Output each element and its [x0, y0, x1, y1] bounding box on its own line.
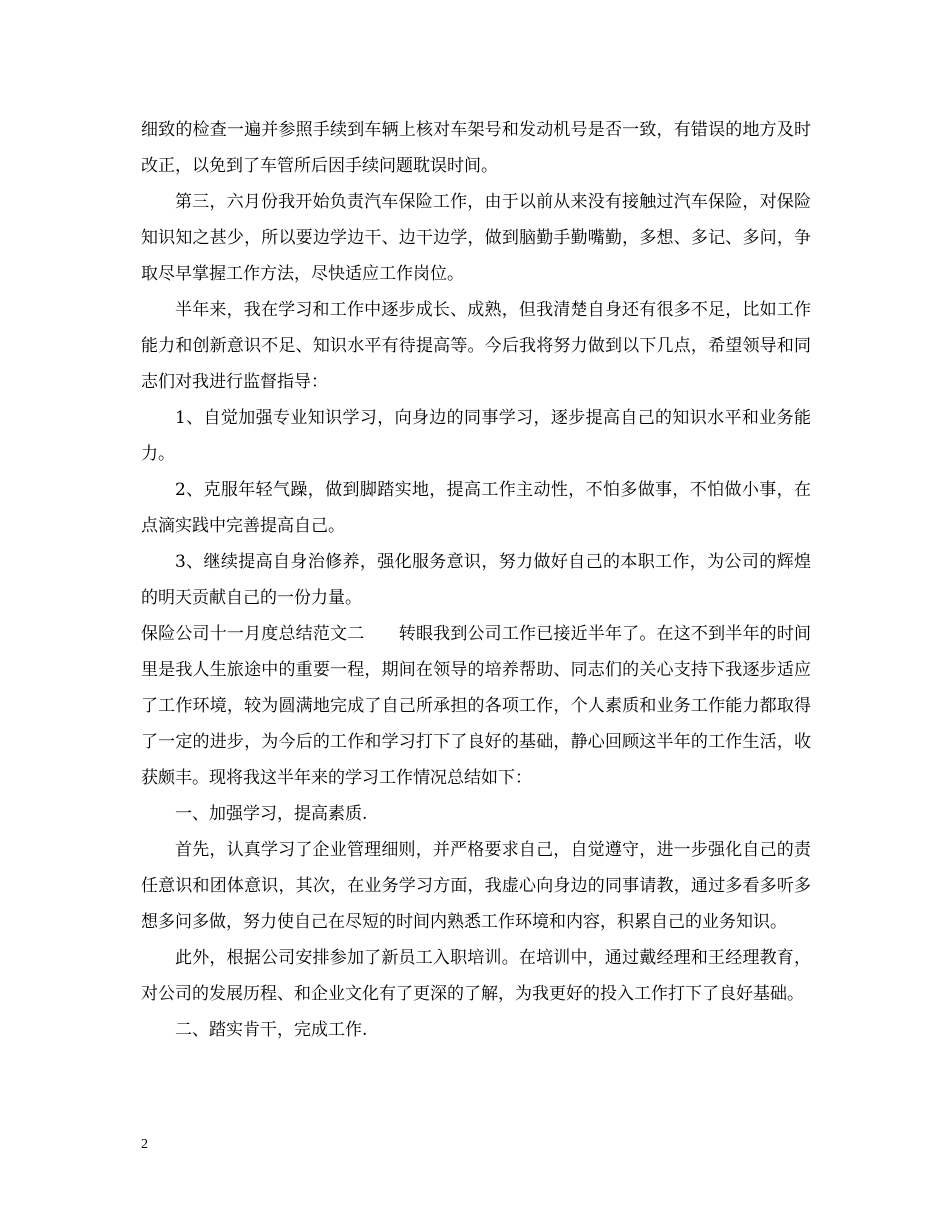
paragraph-6: 3、继续提高自身治修养，强化服务意识，努力做好自己的本职工作，为公司的辉煌的明天贡献自己的一份力量。 — [141, 552, 811, 608]
paragraph-2: 第三，六月份我开始负责汽车保险工作，由于以前从来没有接触过汽车保险，对保险知识知之甚少，所以要边学边干、边干边学，做到脑勤手勤嘴勤，多想、多记、多问，争取尽早掌握工作方法，尽快适应工作岗位。 — [141, 192, 811, 284]
paragraph-8-heading: 一、加强学习，提高素质. — [175, 804, 368, 824]
paragraph-9: 首先，认真学习了企业管理细则，并严格要求自己，自觉遵守，进一步强化自己的责任意识和团体意识，其次，在业务学习方面，我虚心向身边的同事请教，通过多看多听多想多问多做，努力使自己在尽短的时间内熟悉工作环境和内容，积累自己的业务知识。 — [141, 840, 811, 932]
page-number: 2 — [141, 1137, 148, 1152]
paragraph-5: 2、克服年轻气躁，做到脚踏实地，提高工作主动性，不怕多做事，不怕做小事，在点滴实践中完善提高自己。 — [141, 480, 811, 536]
paragraph-4: 1、自觉加强专业知识学习，向身边的同事学习，逐步提高自己的知识水平和业务能力。 — [141, 408, 811, 464]
paragraph-7: 保险公司十一月度总结范文二 转眼我到公司工作已接近半年了。在这不到半年的时间里是我人生旅途中的重要一程，期间在领导的培养帮助、同志们的关心支持下我逐步适应了工作环境，较为圆满地完成了自己所承担的各项工作，个人素质和业务工作能力都取得了一定的进步，为今后的工作和学习打下了良好的基础，静心回顾这半年的工作生活，收获颇丰。现将我这半年来的学习工作情况总结如下： — [141, 624, 811, 788]
paragraph-1: 细致的检查一遍并参照手续到车辆上核对车架号和发动机号是否一致，有错误的地方及时改正，以免到了车管所后因手续问题耽误时间。 — [141, 120, 811, 176]
paragraph-3: 半年来，我在学习和工作中逐步成长、成熟，但我清楚自身还有很多不足，比如工作能力和创新意识不足、知识水平有待提高等。今后我将努力做到以下几点，希望领导和同志们对我进行监督指导： — [141, 300, 811, 392]
paragraph-11-heading: 二、踏实肯干，完成工作. — [175, 1020, 368, 1040]
document-body — [141, 112, 811, 1048]
paragraph-10: 此外，根据公司安排参加了新员工入职培训。在培训中，通过戴经理和王经理教育，对公司的发展历程、和企业文化有了更深的了解，为我更好的投入工作打下了良好基础。 — [141, 948, 811, 1004]
